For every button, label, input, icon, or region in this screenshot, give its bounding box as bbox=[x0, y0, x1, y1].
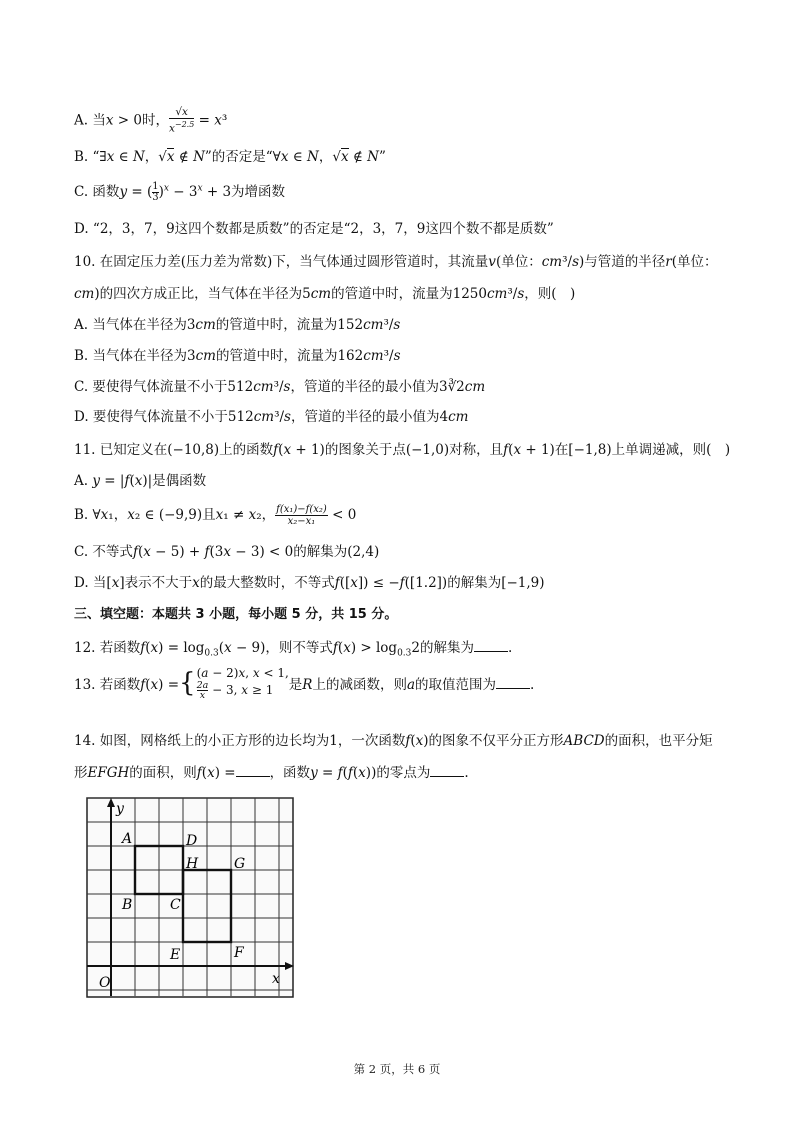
q9-option-d: D. “2，3，7，9这四个数都是质数”的否定是“2，3，7，9这四个数不都是质数” bbox=[74, 221, 554, 237]
q11-stem: 11. 已知定义在(−10,8)上的函数f(x + 1)的图象关于点(−1,0)对称，且f(x + 1)在[−1,8)上单调递减，则( ) bbox=[74, 442, 731, 458]
label-a: A bbox=[122, 831, 133, 847]
q12-stem: 12. 若函数$f(x) = \log_{0.3}(x - 9)$，则不等式$f(x) > \log_{0.3}2$的解集为 . bbox=[74, 640, 513, 659]
q11-option-a: A. y = |f(x)|是偶函数 bbox=[74, 473, 207, 489]
q9-option-b: B. “∃x ∈ N，√x ∉ N”的否定是“∀x ∈ N，√x ∉ N” bbox=[74, 149, 386, 165]
q10-stem-line2: cm)的四次方成正比，当气体在半径为5cm的管道中时，流量为1250cm³/s，则( ) bbox=[74, 286, 576, 302]
q11-option-d: D. 当[x]表示不大于x的最大整数时，不等式f([x]) ≤ −f([1.2])的解集为[−1,9) bbox=[74, 575, 545, 591]
q11-option-c: C. 不等式f(x − 5) + f(3x − 3) < 0的解集为(2,4) bbox=[74, 544, 380, 560]
label-d: D bbox=[186, 833, 198, 849]
q14-stem-line1: 14. 如图，网格纸上的小正方形的边长均为1，一次函数f(x)的图象不仅平分正方形ABCD的面积，也平分矩 bbox=[74, 733, 713, 749]
q10-option-b: B. 当气体在半径为3cm的管道中时，流量为162cm³/s bbox=[74, 348, 401, 364]
q14-stem-line2: 形EFGH的面积，则f(x) = ，函数y = f(f(x))的零点为 . bbox=[74, 765, 469, 781]
q9-option-a: A. 当x > 0时， $\frac{√x}{x^{-2.5}}$ = x³ bbox=[74, 106, 228, 135]
page-footer: 第 2 页，共 6 页 bbox=[353, 1062, 441, 1076]
q13-stem: 13. 若函数f(x) ={ (a − 2)x, x < 1, $\frac{2a}{x}$ − 3, x ≥ 1 是R上的减函数，则a的取值范围为 . bbox=[74, 666, 535, 701]
q10-option-c: C. 要使得气体流量不小于512cm³/s，管道的半径的最小值为3∛2cm bbox=[74, 379, 486, 395]
label-b: B bbox=[122, 897, 133, 913]
label-o: O bbox=[99, 975, 111, 991]
q10-stem-line1: 10. 在固定压力差(压力差为常数)下，当气体通过圆形管道时，其流量v(单位：cm³/s)与管道的半径r(单位： bbox=[74, 254, 718, 270]
label-f: F bbox=[234, 945, 244, 961]
label-c: C bbox=[170, 897, 181, 913]
q9-option-c: C. 函数y = ( $\frac{1}{3}$ )$^x - 3^x + 3$为增函数 bbox=[74, 181, 286, 203]
q10-option-d: D. 要使得气体流量不小于512cm³/s，管道的半径的最小值为4cm bbox=[74, 409, 469, 425]
q11-option-b: B. ∀x₁，x₂ ∈ (−9,9)且x₁ ≠ x₂， $\frac{\text{f(x₁)−f(x₂)}}{\text{x₂−x₁}}$ < 0 bbox=[74, 504, 357, 527]
q10-option-a: A. 当气体在半径为3cm的管道中时，流量为152cm³/s bbox=[74, 317, 401, 333]
section-3-heading: 三、填空题：本题共 3 小题，每小题 5 分，共 15 分。 bbox=[74, 607, 398, 622]
label-e: E bbox=[170, 947, 181, 963]
label-h: H bbox=[186, 856, 199, 872]
label-x: x bbox=[272, 971, 280, 987]
grid-figure bbox=[86, 797, 296, 1000]
label-g: G bbox=[234, 856, 246, 872]
label-y: y bbox=[116, 801, 124, 817]
